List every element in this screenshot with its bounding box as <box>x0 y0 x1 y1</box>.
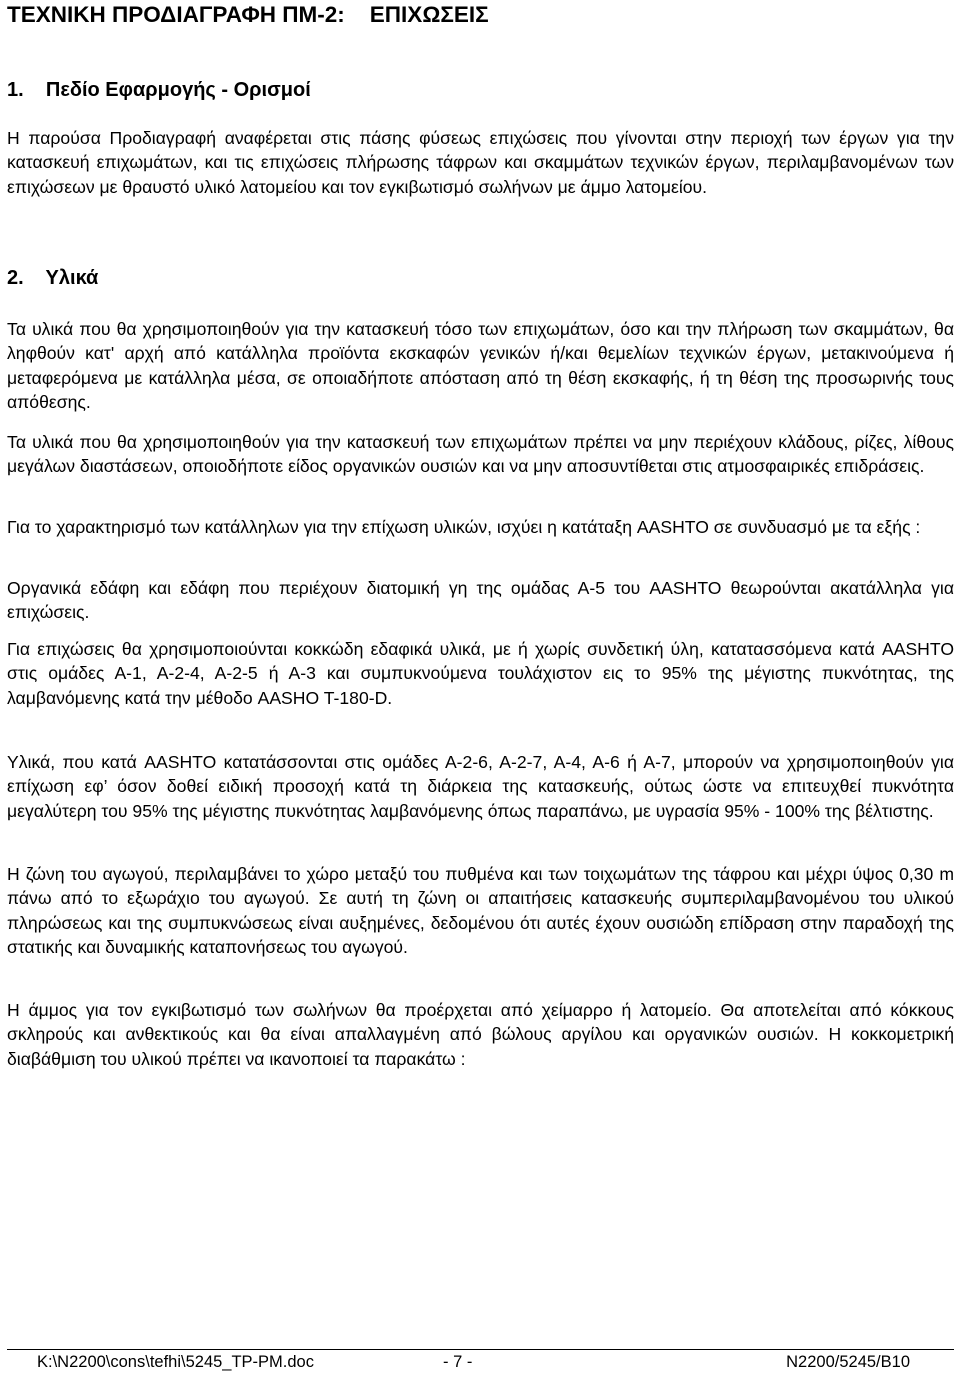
paragraph-sand-bedding: Η άμμος για τον εγκιβωτισμό των σωλήνων θα προέρχεται από χείμαρρο ή λατομείο. Θα αποτελείται από κόκκους σκληρούς και ανθεκτικούς και θα είναι απαλλαγμένη από βώλους αργίλου και οργανικών ουσιών. Η κοκκομετρική διαβάθμιση του υλικού πρέπει να ικανοποιεί τα παρακάτω : <box>7 1000 954 1069</box>
paragraph-materials-requirements: Τα υλικά που θα χρησιμοποιηθούν για την κατασκευή των επιχωμάτων πρέπει να μην περιέχουν κλάδους, ρίζες, λίθους μεγάλων διαστάσεων, οποιοδήποτε είδος οργανικών ουσιών και να μην αποσυντίθεται στις ατμοσφαιρικές επιδράσεις. <box>7 432 954 477</box>
footer-page-number: - 7 - <box>443 1353 473 1371</box>
section-heading-materials: 2. Υλικά <box>7 267 99 289</box>
document-title: ΤΕΧΝΙΚΗ ΠΡΟΔΙΑΓΡΑΦΗ ΠΜ-2: ΕΠΙΧΩΣΕΙΣ <box>7 2 489 27</box>
section-heading-scope: 1. Πεδίο Εφαρμογής - Ορισμοί <box>7 79 311 101</box>
paragraph-scope: Η παρούσα Προδιαγραφή αναφέρεται στις πάσης φύσεως επιχώσεις που γίνονται στην περιοχή των έργων για την κατασκευή επιχωμάτων, και τις επιχώσεις πλήρωσης τάφρων και σκαμμάτων τεχνικών έργων, περιλαμβανομένων των επιχώσεων με θραυστό υλικό λατομείου και τον εγκιβωτισμό σωλήνων με άμμο λατομείου. <box>7 128 954 197</box>
paragraph-pipe-zone: Η ζώνη του αγωγού, περιλαμβάνει το χώρο μεταξύ του πυθμένα και των τοιχωμάτων της τάφρου και μέχρι ύψος 0,30 m πάνω από το εξωράχιο του αγωγού. Σε αυτή τη ζώνη οι απαιτήσεις κατασκευής συμπεριλαμβανομένου του υλικού πληρώσεως και της συμπυκνώσεως είναι αυξημένες, δεδομένου ότι αυτές έχουν ουσιώδη επίδραση στην παραδοχή της στατικής και δυναμικής καταπονήσεως του αγωγού. <box>7 864 954 957</box>
paragraph-organic-soils: Οργανικά εδάφη και εδάφη που περιέχουν διατομική γη της ομάδας Α-5 του AASHTO θεωρούνται ακατάλληλα για επιχώσεις. <box>7 578 954 623</box>
footer-divider <box>7 1349 954 1350</box>
paragraph-aashto-classification: Για το χαρακτηρισμό των κατάλληλων για την επίχωση υλικών, ισχύει η κατάταξη AASHTO σε συνδυασμό με τα εξής : <box>7 517 921 537</box>
page-footer <box>7 1352 954 1374</box>
footer-file-path: K:\N2200\cons\tefhi\5245_TP-PM.doc <box>37 1353 314 1371</box>
paragraph-conditional-materials: Υλικά, που κατά AASHTO κατατάσσονται στις ομάδες Α-2-6, Α-2-7, Α-4, Α-6 ή Α-7, μπορούν να χρησιμοποιηθούν για επίχωση εφ’ όσον δοθεί ειδική προσοχή κατά τη διάρκεια της κατασκευής, ούτως ώστε να επιτευχθεί πυκνότητα μεγαλύτερη του 95% της μέγιστης πυκνότητας λαμβανόμενης όπως παραπάνω, με υγρασία 95% - 100% της βέλτιστης. <box>7 752 954 821</box>
paragraph-granular-materials: Για επιχώσεις θα χρησιμοποιούνται κοκκώδη εδαφικά υλικά, με ή χωρίς συνδετική ύλη, κατατασσόμενα κατά AASHTO στις ομάδες Α-1, Α-2-4, Α-2-5 ή Α-3 και συμπυκνούμενα τουλάχιστον εις το 95% της μέγιστης πυκνότητας, της λαμβανόμενης κατά την μέθοδο AASHO T-180-D. <box>7 639 954 708</box>
footer-document-code: N2200/5245/B10 <box>786 1353 910 1371</box>
paragraph-materials-source: Τα υλικά που θα χρησιμοποιηθούν για την κατασκευή τόσο των επιχωμάτων, όσο και την πλήρωση των σκαμμάτων, θα ληφθούν κατ' αρχή από κατάλληλα προϊόντα εκσκαφών γενικών ή/και θεμελίων τεχνικών έργων, μετακινούμενα ή μεταφερόμενα με κατάλληλα μέσα, σε οποιαδήποτε απόσταση από τη θέση εκσκαφής, ή τη θέση της προσωρινής τους απόθεσης. <box>7 319 954 412</box>
